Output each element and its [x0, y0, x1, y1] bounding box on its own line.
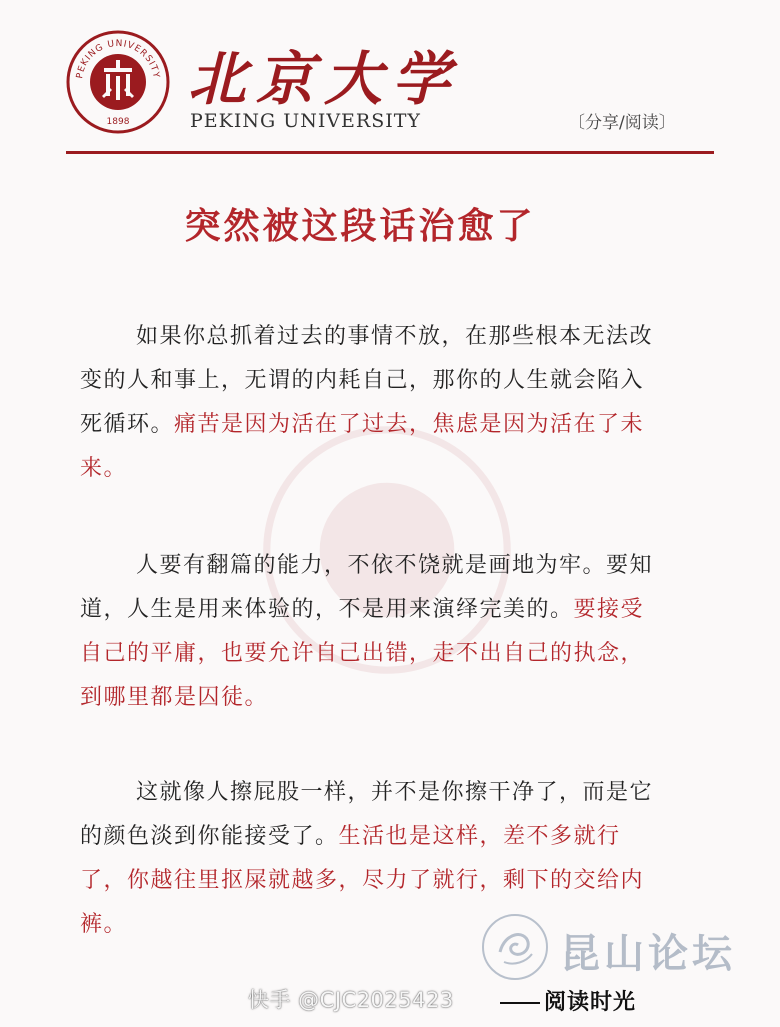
paragraph-2-text: 人要有翻篇的能力，不依不饶就是画地为牢。要知道，人生是用来体验的，不是用来演绎完美的。	[80, 553, 654, 622]
seal-year: 1898	[106, 117, 130, 127]
paragraph-3-text: 这就像人擦屁股一样，并不是你擦干净了，而是它的颜色淡到你能接受了。	[80, 780, 654, 849]
signoff-text: 阅读时光	[544, 990, 637, 1015]
brand-name-cn: 北京大学	[188, 45, 461, 113]
forum-watermark: 昆山论坛	[560, 931, 736, 977]
brand-name-en: PEKING UNIVERSITY	[190, 110, 421, 132]
seal-top-text: PEKING UNIVERSITY	[75, 38, 161, 80]
kuaishou-watermark: 快手 @CJC2025423	[248, 988, 454, 1012]
peking-university-seal-icon	[66, 30, 170, 134]
share-read-tag: 〔分享/阅读〕	[568, 113, 676, 133]
paragraph-1	[80, 315, 660, 491]
signoff-dash	[500, 1002, 540, 1004]
article-title: 突然被这段话治愈了	[184, 206, 536, 247]
swirl-logo-icon	[480, 912, 550, 982]
paragraph-2-highlight: 要接受自己的平庸，也要允许自己出错，走不出自己的执念，到哪里都是囚徒。	[80, 597, 645, 710]
paragraph-3-highlight: 生活也是这样，差不多就行了，你越往里抠屎就越多，尽力了就行，剩下的交给内裤。	[80, 824, 645, 937]
header-divider	[66, 151, 714, 154]
paragraph-3	[80, 771, 660, 947]
paragraph-1-highlight: 痛苦是因为活在了过去，焦虑是因为活在了未来。	[80, 412, 645, 481]
header	[0, 0, 780, 160]
signoff	[500, 985, 636, 1016]
paragraph-2	[80, 544, 660, 720]
paragraph-1-text: 如果你总抓着过去的事情不放，在那些根本无法改变的人和事上，无谓的内耗自己，那你的人生就会陷入死循环。	[80, 324, 654, 437]
